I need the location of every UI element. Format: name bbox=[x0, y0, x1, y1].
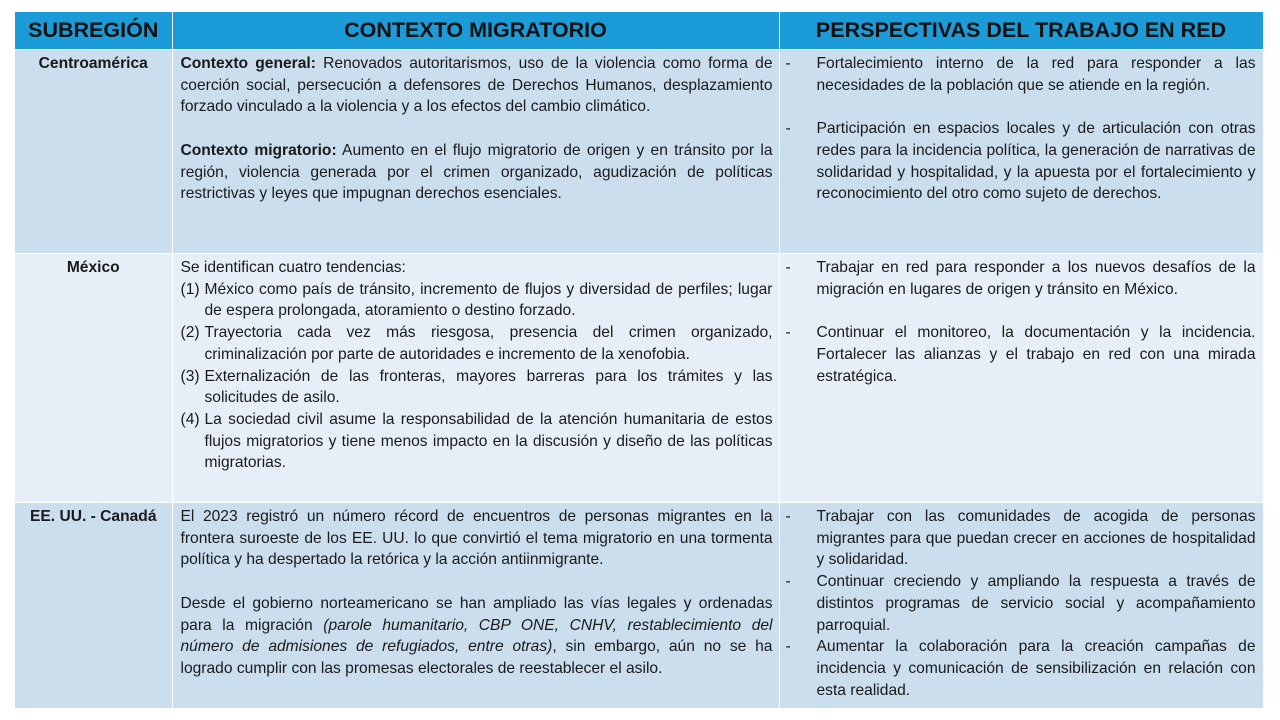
bullet-dash: - bbox=[785, 573, 791, 591]
trend-text: Trayectoria cada vez más riesgosa, presencia del crimen organizado, criminalización por parte de autoridades e incremento de la xenofobia. bbox=[204, 324, 773, 363]
header-perspectives: PERSPECTIVAS DEL TRABAJO EN RED bbox=[779, 12, 1263, 50]
context-text: Renovados autoritarismos, uso de la violencia como forma de coerción social, persecución a defensores de Derechos Humanos, desplazamiento forzado vinculado a la violencia y a los efectos del cambio climático. bbox=[180, 55, 773, 116]
trend-item bbox=[181, 366, 773, 409]
subregion-cell: Centroamérica bbox=[15, 50, 172, 254]
context-text: Aumento en el flujo migratorio de origen y en tránsito por la región, violencia generada por el crimen organizado, agudización de políticas restrictivas y leyes que impugnan derechos esenciales. bbox=[180, 141, 773, 203]
header-context: CONTEXTO MIGRATORIO bbox=[172, 12, 779, 50]
perspectives-cell bbox=[779, 503, 1263, 709]
trend-number: (3) bbox=[180, 367, 200, 385]
perspective-item bbox=[786, 118, 1256, 205]
perspective-text: Fortalecimiento interno de la red para responder a las necesidades de la población que se atiende en la región. bbox=[816, 55, 1256, 94]
trend-item bbox=[181, 409, 773, 474]
context-paragraph bbox=[181, 593, 773, 680]
trend-text: México como país de tránsito, incremento de flujos y diversidad de perfiles; lugar de espera prolongada, atoramiento o destino forzado. bbox=[204, 280, 773, 320]
perspective-text: Trabajar con las comunidades de acogida de personas migrantes para que puedan crecer en acciones de hospitalidad y solidaridad. bbox=[816, 508, 1256, 569]
trend-text: Externalización de las fronteras, mayores barreras para los trámites y las solicitudes de asilo. bbox=[204, 367, 773, 407]
bullet-dash: - bbox=[785, 324, 791, 342]
perspective-item bbox=[786, 636, 1256, 701]
subregion-cell: México bbox=[15, 254, 172, 503]
bullet-dash: - bbox=[785, 259, 791, 276]
perspective-item bbox=[786, 322, 1256, 387]
trend-number: (1) bbox=[180, 280, 200, 298]
bullet-dash: - bbox=[785, 638, 791, 656]
context-label: Contexto migratorio: bbox=[180, 141, 337, 159]
bullet-dash: - bbox=[785, 508, 791, 525]
bullet-dash: - bbox=[785, 55, 791, 72]
trend-item bbox=[181, 279, 773, 322]
perspective-item bbox=[786, 53, 1256, 96]
row-usa-canada bbox=[15, 503, 1263, 709]
context-paragraph bbox=[181, 53, 773, 118]
perspective-item bbox=[786, 506, 1256, 571]
subregion-cell: EE. UU. - Canadá bbox=[15, 503, 172, 709]
context-paragraph bbox=[181, 140, 773, 205]
context-intro: Se identifican cuatro tendencias: bbox=[180, 259, 406, 276]
migration-table bbox=[15, 12, 1264, 708]
context-text: , sin embargo, aún no se ha logrado cumplir con las promesas electorales de reestablecer el asilo. bbox=[180, 638, 773, 677]
context-cell bbox=[172, 50, 779, 254]
trend-text: La sociedad civil asume la responsabilidad de la atención humanitaria de estos flujos migratorios y tiene menos impacto en la discusión y diseño de las políticas migratorias. bbox=[204, 410, 773, 472]
row-mexico bbox=[15, 254, 1263, 503]
row-centroamerica bbox=[15, 50, 1263, 254]
trend-number: (2) bbox=[180, 324, 200, 342]
perspective-item bbox=[786, 257, 1256, 300]
context-paragraph: El 2023 registró un número récord de encuentros de personas migrantes en la frontera suroeste de los EE. UU. lo que convirtió el tema migratorio en una tormenta política y ha despertado la retórica y la acción antiinmigrante. bbox=[180, 508, 773, 569]
context-label: Contexto general: bbox=[180, 55, 316, 72]
trend-item bbox=[181, 322, 773, 365]
context-text: Desde el gobierno norteamericano se han ampliado las vías legales y ordenadas para la migración bbox=[180, 594, 773, 634]
trend-number: (4) bbox=[180, 410, 200, 428]
perspective-text: Aumentar la colaboración para la creación campañas de incidencia y comunicación de sensibilización en relación con esta realidad. bbox=[816, 638, 1256, 699]
perspective-text: Continuar creciendo y ampliando la respuesta a través de distintos programas de servicio social y acompañamiento parroquial. bbox=[816, 573, 1256, 634]
perspectives-cell bbox=[779, 50, 1263, 254]
bullet-dash: - bbox=[785, 120, 791, 138]
perspectives-cell bbox=[779, 254, 1263, 503]
perspective-text: Participación en espacios locales y de articulación con otras redes para la incidencia política, la generación de narrativas de solidaridad y hospitalidad, y la apuesta por el fortalecimiento y reconocimiento del otro como sujeto de derechos. bbox=[816, 120, 1256, 203]
context-cell bbox=[172, 503, 779, 709]
context-cell bbox=[172, 254, 779, 503]
perspective-text: Trabajar en red para responder a los nuevos desafíos de la migración en lugares de origen y tránsito en México. bbox=[816, 259, 1256, 298]
header-subregion: SUBREGIÓN bbox=[15, 12, 172, 50]
header-row bbox=[15, 12, 1263, 50]
perspective-item bbox=[786, 571, 1256, 636]
context-italic-text: (parole humanitario, CBP ONE, CNHV, restablecimiento del número de admisiones de refugiados, entre otras) bbox=[180, 616, 773, 656]
perspective-text: Continuar el monitoreo, la documentación y la incidencia. Fortalecer las alianzas y el trabajo en red con una mirada estratégica. bbox=[816, 324, 1256, 385]
